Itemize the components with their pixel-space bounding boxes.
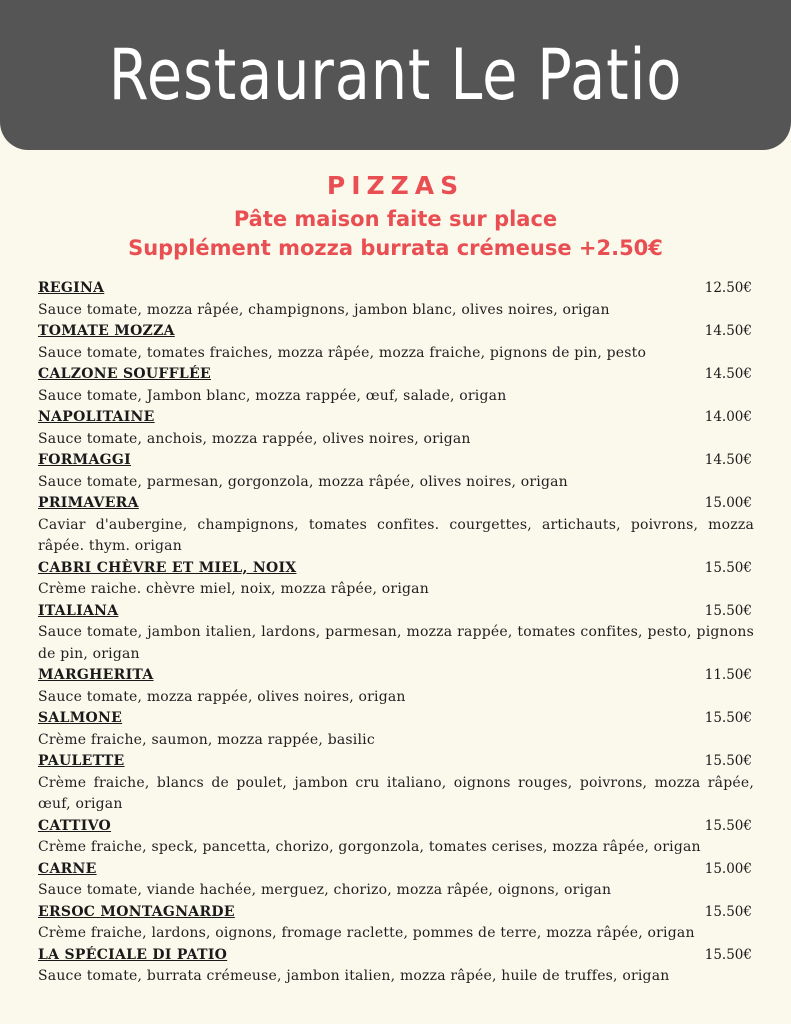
item-name: NAPOLITAINE	[38, 409, 155, 425]
item-price: 12.50€	[704, 280, 752, 296]
item-description: Crème fraiche, speck, pancetta, chorizo, gorgonzola, tomates cerises, mozza râpée, origan	[38, 839, 701, 855]
menu-item	[38, 751, 754, 816]
menu-item	[38, 859, 754, 902]
item-price: 14.50€	[704, 452, 752, 468]
restaurant-title: Restaurant Le Patio	[108, 34, 683, 116]
menu-item	[38, 321, 754, 364]
menu-list	[38, 278, 754, 988]
section-title: PIZZAS	[326, 171, 465, 200]
item-price: 15.50€	[704, 753, 752, 769]
item-description: Sauce tomate, viande hachée, merguez, chorizo, mozza râpée, oignons, origan	[38, 882, 612, 898]
menu-item	[38, 816, 754, 859]
menu-item	[38, 493, 754, 558]
menu-item	[38, 558, 754, 601]
item-description: Caviar d'aubergine, champignons, tomates confites. courgettes, artichauts, poivrons, mozza râpée. thym. origan	[38, 516, 754, 554]
item-name: FORMAGGI	[38, 452, 131, 468]
item-price: 11.50€	[704, 667, 752, 683]
item-price: 14.00€	[704, 409, 752, 425]
item-description: Sauce tomate, jambon italien, lardons, parmesan, mozza rappée, tomates confites, pesto, pignons de pin, origan	[38, 624, 754, 662]
item-name: MARGHERITA	[38, 667, 154, 683]
item-name: CALZONE SOUFFLÉE	[38, 366, 211, 382]
menu-item	[38, 278, 754, 321]
item-description: Sauce tomate, tomates fraiches, mozza râpée, mozza fraiche, pignons de pin, pesto	[38, 344, 647, 361]
item-price: 15.50€	[704, 817, 752, 834]
item-description: Sauce tomate, burrata crémeuse, jambon italien, mozza râpée, huile de truffes, origan	[38, 968, 670, 984]
item-name: CABRI CHÈVRE ET MIEL, NOIX	[38, 559, 297, 576]
header-banner	[0, 0, 791, 150]
item-price: 15.00€	[704, 860, 752, 877]
menu-item	[38, 407, 754, 450]
section-subtitle-1: Pâte maison faite sur place	[233, 207, 558, 231]
item-name: ITALIANA	[38, 602, 119, 619]
item-price: 15.50€	[704, 602, 752, 619]
menu-item	[38, 601, 754, 666]
item-description: Sauce tomate, Jambon blanc, mozza rappée, œuf, salade, origan	[38, 387, 507, 404]
item-description: Crème fraiche, saumon, mozza rappée, basilic	[38, 731, 375, 748]
item-description: Sauce tomate, mozza rappée, olives noires, origan	[38, 688, 406, 705]
item-name: PAULETTE	[38, 753, 125, 769]
item-price: 14.50€	[704, 366, 752, 382]
item-description: Crème fraiche, lardons, oignons, fromage raclette, pommes de terre, mozza râpée, origan	[38, 925, 695, 941]
item-name: TOMATE MOZZA	[38, 323, 175, 339]
menu-item	[38, 364, 754, 407]
item-description: Sauce tomate, anchois, mozza rappée, olives noires, origan	[38, 430, 471, 447]
item-description: Crème fraiche, blancs de poulet, jambon cru italiano, oignons rouges, poivrons, mozza râpée, œuf, origan	[38, 774, 754, 812]
item-price: 15.50€	[704, 559, 752, 576]
item-name: CARNE	[38, 860, 97, 877]
item-description: Sauce tomate, mozza râpée, champignons, jambon blanc, olives noires, origan	[38, 301, 610, 318]
item-name: REGINA	[38, 280, 105, 296]
item-name: PRIMAVERA	[38, 495, 139, 511]
item-price: 15.50€	[704, 946, 752, 963]
section-subtitle-2: Supplément mozza burrata crémeuse +2.50€	[128, 236, 663, 260]
item-name: ERSOC MONTAGNARDE	[38, 903, 235, 920]
item-name: CATTIVO	[38, 817, 112, 834]
menu-item	[38, 945, 754, 988]
item-price: 15.00€	[704, 495, 752, 511]
item-price: 15.50€	[704, 903, 752, 920]
item-name: SALMONE	[38, 710, 123, 726]
menu-item	[38, 450, 754, 493]
item-description: Crème raiche. chèvre miel, noix, mozza râpée, origan	[38, 581, 429, 597]
item-price: 15.50€	[704, 710, 752, 726]
menu-item	[38, 708, 754, 751]
item-name: LA SPÉCIALE DI PATIO	[38, 946, 228, 963]
menu-item	[38, 902, 754, 945]
item-price: 14.50€	[704, 323, 752, 339]
item-description: Sauce tomate, parmesan, gorgonzola, mozza râpée, olives noires, origan	[38, 473, 568, 490]
menu-item	[38, 665, 754, 708]
